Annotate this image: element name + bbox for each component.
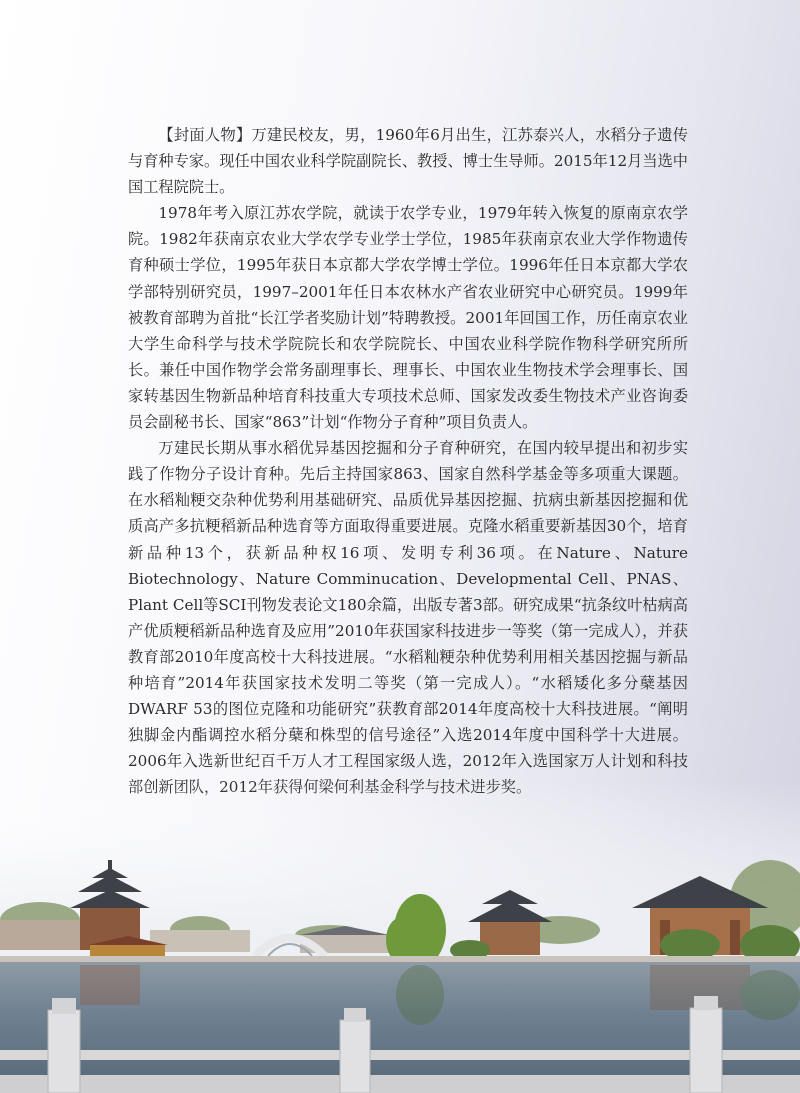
- shoreline: [0, 956, 800, 962]
- paragraph-research: 万建民长期从事水稻优异基因挖掘和分子育种研究，在国内较早提出和初步实践了作物分子设计育种。先后主持国家863、国家自然科学基金等多项重大课题。在水稻籼粳交杂种优势利用基础研究、品质优异基因挖掘、抗病虫新基因挖掘和优质高产多抗粳稻新品种选育等方面取得重要进展。克隆水稻重要新基因30个，培育新品种13个，获新品种权16项、发明专利36项。在Nature、Nature Biotechnology、Nature Comminucation、Developmental Cell、PNAS、Plant Cell等SCI刊物发表论文180余篇，出版专著3部。研究成果“抗条纹叶枯病高产优质粳稻新品种选育及应用”2010年获国家科技进步一等奖（第一完成人），并获教育部2010年度高校十大科技进展。“水稻籼粳杂种优势利用相关基因挖掘与新品种培育”2014年获国家技术发明二等奖（第一完成人）。“水稻矮化多分蘖基因DWARF 53的图位克隆和功能研究”获教育部2014年度高校十大科技进展。“阐明独脚金内酯调控水稻分蘖和株型的信号途径”入选2014年度中国科学十大进展。2006年入选新世纪百千万人才工程国家级人选，2012年入选国家万人计划和科技: [128, 439, 688, 771]
- paragraph-cover-person: 【封面人物】万建民校友，男，1960年6月出生，江苏泰兴人，水稻分子遗传与育种专家。现任中国农业科学院副院长、教授、博士生导师。2015年12月当选中国工程院院士。: [128, 126, 688, 197]
- paragraph-career: 1978年考入原江苏农学院，就读于农学专业，1979年转入恢复的原南京农学院。1982年获南京农业大学农学专业学士学位，1985年获南京农业大学作物遗传育种硕士学位，1995年获日本京都大学农学博士学位。1996年任日本京都大学农学部特别研究员，1997–2001年任日本农林水产省农业研究中心研究员。1999年被教育部聘为首批“长江学者奖励计划”特聘教授。2001年回国工作，历任南京农业大学生命科学与技术学院院长和农学院院长、中国农业科学院作物科学研究所所长。兼任中国作物学会常务副理事长、理事长、中国农业生物技术学会理事长、国家转基因生物新品种培育科技重大专项技术总师、国家发改委生物技术产业咨询委员会副秘书长、国家“863”计划“作物分子育种”项目负责人。: [128, 204, 688, 432]
- article-body: [128, 122, 688, 800]
- lakeside-scene-photo: [0, 780, 800, 1093]
- scene-illustration: [0, 780, 800, 1093]
